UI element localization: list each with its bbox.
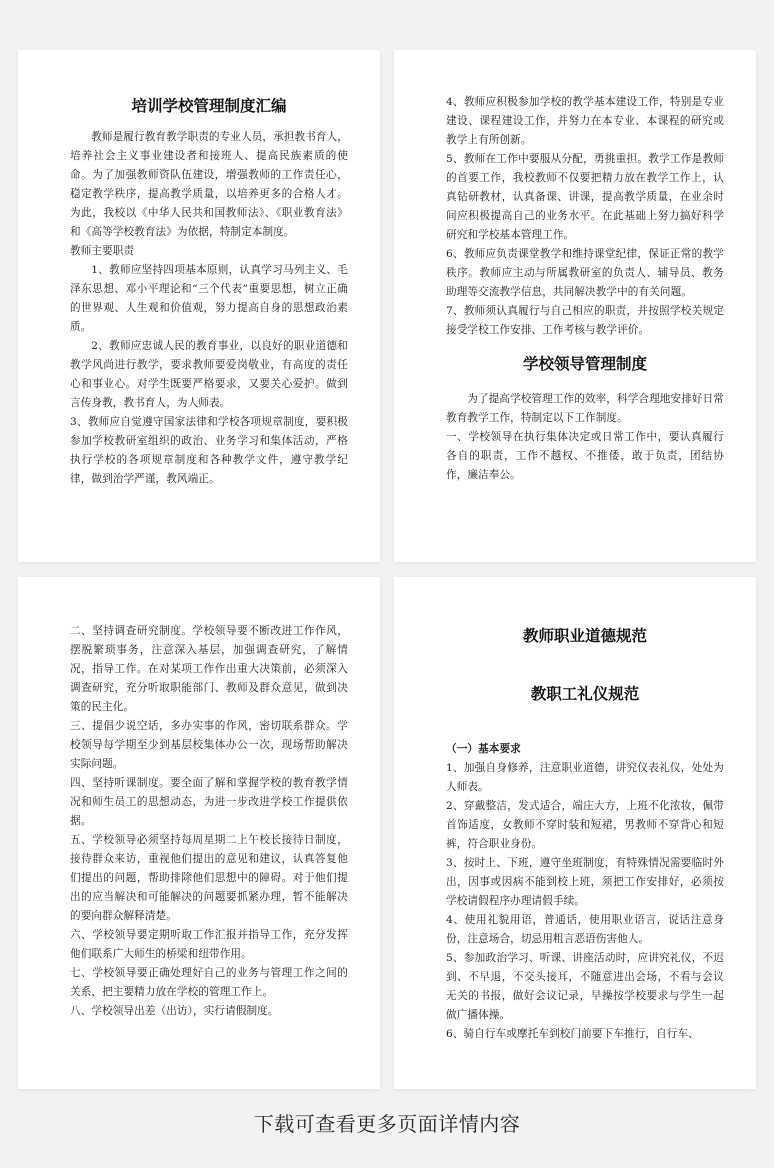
page-1-item-2: 2、教师应忠诚人民的教育事业，以良好的职业道德和教学风尚进行教学，要求教师要爱岗敬业，有高度的责任心和事业心。对学生既要严格要求，又要关心爱护。做到言传身教，教书育人，为人师表。 xyxy=(70,340,348,409)
page-4-subhead: （一）基本要求 xyxy=(446,743,521,755)
page-3-rule-7: 七、学校领导要正确处理好自己的业务与管理工作之间的关系，把主要精力放在学校的管理工作上。 xyxy=(70,967,348,998)
page-1-intro: 教师是履行教育教学职责的专业人员，承担教书育人，培养社会主义事业建设者和接班人、提高民族素质的使命。为了加强教师资队伍建设，增强教师的工作责任心，稳定教学秩序，提高教学质量，以培养更多的合格人才。为此，我校以《中华人民共和国教师法》、《职业教育法》和《高等学校教育法》为依据，特制定本制度。 xyxy=(70,131,348,238)
page-2-content xyxy=(446,93,724,485)
download-more-link[interactable]: 下载可查看更多页面详情内容 xyxy=(253,1112,521,1136)
page-1-item-3: 3、教师应自觉遵守国家法律和学校各项规章制度，要积极参加学校教研室组织的政治、业务学习和集体活动，严格执行学校的各项规章制度和各种教学文件，遵守教学纪律，做到治学严谨，教风端正。 xyxy=(70,416,348,485)
page-1-content xyxy=(70,94,348,489)
page-1-subhead: 教师主要职责 xyxy=(70,245,135,257)
page-2-rule-1: 一、学校领导在执行集体决定或日常工作中，要认真履行各自的职责，工作不越权、不推倭，敢于负责，团结协作，廉洁奉公。 xyxy=(446,431,724,481)
document-page-4 xyxy=(394,577,756,1089)
page-2-title: 学校领导管理制度 xyxy=(522,355,647,373)
document-page-3 xyxy=(18,577,380,1089)
page-4-content xyxy=(446,624,724,1044)
page-3-rule-4: 四、坚持听课制度。要全面了解和掌握学校的教育教学情况和师生员工的思想动态，为进一步改进学校工作提供依据。 xyxy=(70,777,348,827)
page-3-content xyxy=(70,622,348,1021)
page-3-rule-6: 六、学校领导要定期听取工作汇报并指导工作，充分发挥他们联系广大师生的桥梁和纽带作用。 xyxy=(70,929,348,960)
page-4-item-1: 1、加强自身修养，注意职业道德，讲究仪表礼仪，处处为人师表。 xyxy=(446,762,724,793)
page-3-rule-8: 八、学校领导出差（出访），实行请假制度。 xyxy=(70,1005,279,1017)
page-2-item-4: 4、教师应积极参加学校的教学基本建设工作，特别是专业建设、课程建设工作，并努力在本专业、本课程的研究或教学上有所创新。 xyxy=(446,96,724,146)
page-2-item-7: 7、教师须认真履行与自己相应的职责，并按照学校关规定接受学校工作安排、工作考核与教学评价。 xyxy=(446,305,724,336)
page-1-title: 培训学校管理制度汇编 xyxy=(131,97,287,115)
page-1-item-1: 1、教师应坚持四项基本原则，认真学习马列主义、毛泽东思想、邓小平理论和“三个代表”重要思想，树立正确的世界观、人生观和价值观，努力提高自身的思想政治素质。 xyxy=(70,264,348,333)
page-3-rule-5: 五、学校领导必须坚持每周星期二上午校长接待日制度，接待群众来访，重视他们提出的意见和建议，认真答复他们提出的问题，帮助排除他们思想中的障碍。对于他们提出的应当解决和可能解决的问题要抓紧办理，暂不能解决的要向群众解释清楚。 xyxy=(70,834,348,922)
page-4-item-4: 4、使用礼貌用语，普通话，使用职业语言，说话注意身份，注意场合，切忌用粗言恶语伤害他人。 xyxy=(446,914,724,945)
page-3-rule-2: 二、坚持调查研究制度。学校领导要不断改进工作作风，摆脱繁琐事务，注意深入基层，加强调查研究，了解情况，指导工作。在对某项工作作出重大决策前，必须深入调查研究，充分听取职能部门、教师及群众意见，做到决策的民主化。 xyxy=(70,625,348,713)
document-page-2 xyxy=(394,50,756,562)
document-page-1 xyxy=(18,50,380,562)
page-4-title-ethics: 教师职业道德规范 xyxy=(522,627,647,645)
page-3-rule-3: 三、提倡少说空话，多办实事的作风，密切联系群众。学校领导每学期至少到基层校集体办公一次，现场帮助解决实际问题。 xyxy=(70,720,348,770)
page-2-intro: 为了提高学校管理工作的效率，科学合理地安排好日常教育教学工作，特制定以下工作制度。 xyxy=(446,393,724,424)
page-4-item-6: 6、骑自行车或摩托车到校门前要下车推行，自行车、 xyxy=(446,1028,699,1040)
page-4-item-2: 2、穿戴整洁，发式适合，端庄大方，上班不化浓妆，佩带首饰适度，女教师不穿时装和短裙，男教师不穿背心和短裤，符合职业身份。 xyxy=(446,800,724,850)
page-4-title-etiquette: 教职工礼仪规范 xyxy=(530,685,640,703)
page-2-item-6: 6、教师应负责课堂教学和维持课堂纪律，保证正常的教学秩序。教师应主动与所属教研室的负责人、辅导员、教务助理等交流教学信息，共同解决教学中的有关问题。 xyxy=(446,248,724,298)
page-4-item-5: 5、参加政治学习、听课、讲座活动时，应讲究礼仪，不迟到、不早退，不交头接耳，不随意进出会场，不看与会议无关的书报，做好会议记录，早操按学校要求与学生一起做广播体操。 xyxy=(446,952,724,1021)
page-4-item-3: 3、按时上、下班，遵守坐班制度，有特殊情况需要临时外出，因事或因病不能到校上班，须把工作安排好，必须按学校请假程序办理请假手续。 xyxy=(446,857,724,907)
page-2-item-5: 5、教师在工作中要服从分配，勇挑重担。教学工作是教师的首要工作，我校教师不仅要把精力放在教学工作上，认真钻研教材，认真备课、讲课，提高教学质量，在业余时间应积极提高自己的业务水平。在此基础上努力搞好科学研究和学校基本管理工作。 xyxy=(446,153,724,241)
